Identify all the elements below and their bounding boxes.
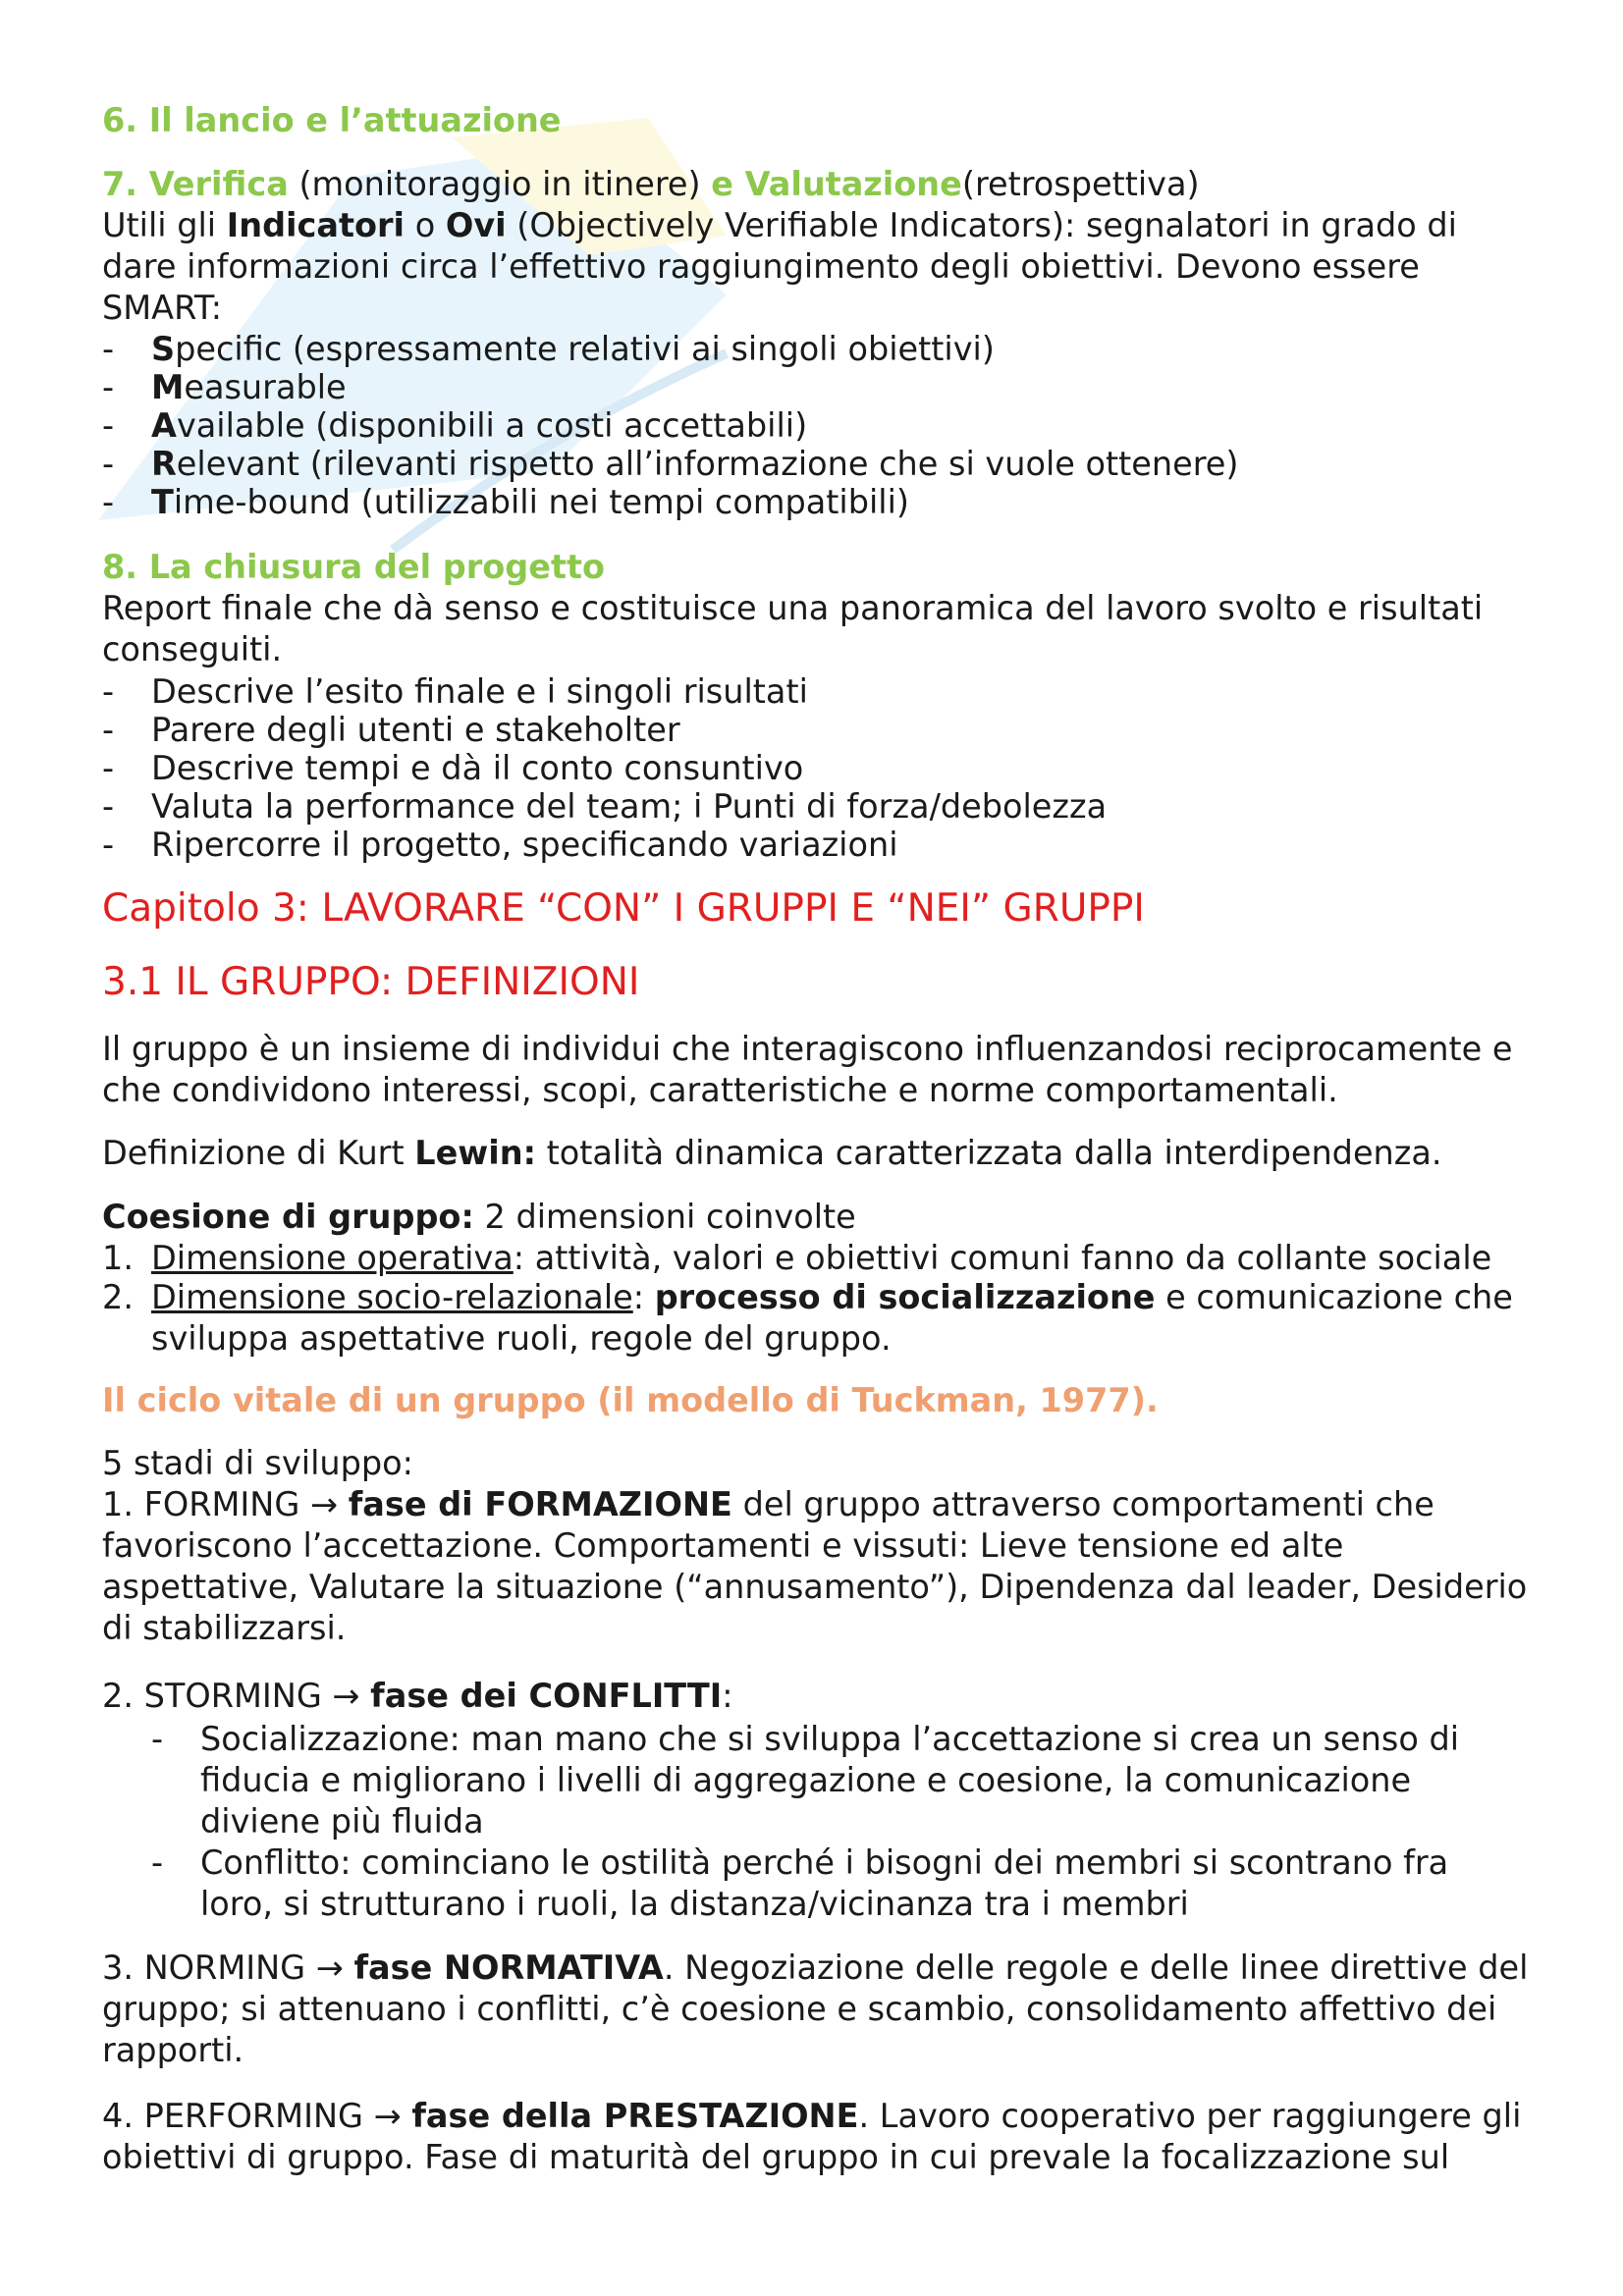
- list-item: 2. Dimensione socio-relazionale: processo di socializzazione e comunicazione che sviluppa aspettative ruoli, regole del gruppo.: [102, 1278, 1513, 1358]
- paragraph-norming: 3. NORMING → fase NORMATIVA. Negoziazione delle regole e delle linee direttive del gruppo; si attenuano i conflitti, c’è coesione e scambio, consolidamento affettivo dei rapporti.: [102, 1949, 1529, 2069]
- list-item: - Descrive l’esito finale e i singoli risultati: [102, 672, 808, 711]
- list-item: - Measurable: [102, 368, 347, 406]
- heading-step-7: 7. Verifica (monitoraggio in itinere) e Valutazione(retrospettiva): [102, 165, 1200, 203]
- list-item: - Socializzazione: man mano che si sviluppa l’accettazione si crea un senso di fiducia e migliorano i livelli di aggregazione e coesione, la comunicazione diviene più fluida: [151, 1720, 1460, 1841]
- list-item: - Relevant (rilevanti rispetto all’informazione che si vuole ottenere): [102, 445, 1239, 483]
- list-item: - Conflitto: cominciano le ostilità perché i bisogni dei membri si scontrano fra loro, si strutturano i ruoli, la distanza/vicinanza tra i membri: [151, 1843, 1449, 1923]
- paragraph-group-definition: Il gruppo è un insieme di individui che interagiscono influenzandosi reciprocamente e che condividono interessi, scopi, caratteristiche e norme comportamentali.: [102, 1030, 1513, 1109]
- smart-list: [102, 329, 1545, 520]
- closing-list: [102, 671, 1545, 863]
- paragraph-cohesion: Coesione di gruppo: 2 dimensioni coinvolte: [102, 1198, 856, 1236]
- list-item: - Available (disponibili a costi accettabili): [102, 406, 808, 445]
- list-item: - Time-bound (utilizzabili nei tempi compatibili): [102, 483, 909, 521]
- list-item: - Valuta la performance del team; i Punti di forza/debolezza: [102, 787, 1108, 826]
- paragraph-indicators: Utili gli Indicatori o Ovi (Objectively Verifiable Indicators): segnalatori in grado di dare informazioni circa l’effettivo raggiungimento degli obiettivi. Devono essere SMART:: [102, 206, 1457, 327]
- paragraph-report: Report finale che dà senso e costituisce una panoramica del lavoro svolto e risultati conseguiti.: [102, 589, 1484, 668]
- list-item: - Specific (espressamente relativi ai singoli obiettivi): [102, 330, 995, 368]
- list-item: - Parere degli utenti e stakeholter: [102, 711, 680, 749]
- paragraph-performing: 4. PERFORMING → fase della PRESTAZIONE. Lavoro cooperativo per raggiungere gli obiettivi di gruppo. Fase di maturità del gruppo in cui prevale la focalizzazione sul: [102, 2097, 1522, 2176]
- paragraph-lewin: Definizione di Kurt Lewin: totalità dinamica caratterizzata dalla interdipendenza.: [102, 1134, 1442, 1172]
- list-item: 1. Dimensione operativa: attività, valori e obiettivi comuni fanno da collante sociale: [102, 1239, 1492, 1277]
- paragraph-forming: 5 stadi di sviluppo: 1. FORMING → fase di FORMAZIONE del gruppo attraverso comportamenti che favoriscono l’accettazione. Comportamenti e vissuti: Lieve tensione ed alte aspettative, Valutare la situazione (“annusamento”), Dipendenza dal leader, Desiderio di stabilizzarsi.: [102, 1444, 1528, 1647]
- storming-list: [102, 1719, 1545, 1925]
- heading-step-6: 6. Il lancio e l’attuazione: [102, 101, 562, 139]
- list-item: - Descrive tempi e dà il conto consuntivo: [102, 749, 804, 787]
- section-title: 3.1 IL GRUPPO: DEFINIZIONI: [102, 960, 640, 1004]
- chapter-title: Capitolo 3: LAVORARE “CON” I GRUPPI E “NEI” GRUPPI: [102, 886, 1145, 931]
- heading-tuckman: Il ciclo vitale di un gruppo (il modello di Tuckman, 1977).: [102, 1381, 1159, 1419]
- heading-step-8: 8. La chiusura del progetto: [102, 548, 606, 586]
- paragraph-storming: 2. STORMING → fase dei CONFLITTI:: [102, 1677, 733, 1715]
- cohesion-list: [102, 1238, 1545, 1360]
- list-item: - Ripercorre il progetto, specificando variazioni: [102, 826, 898, 864]
